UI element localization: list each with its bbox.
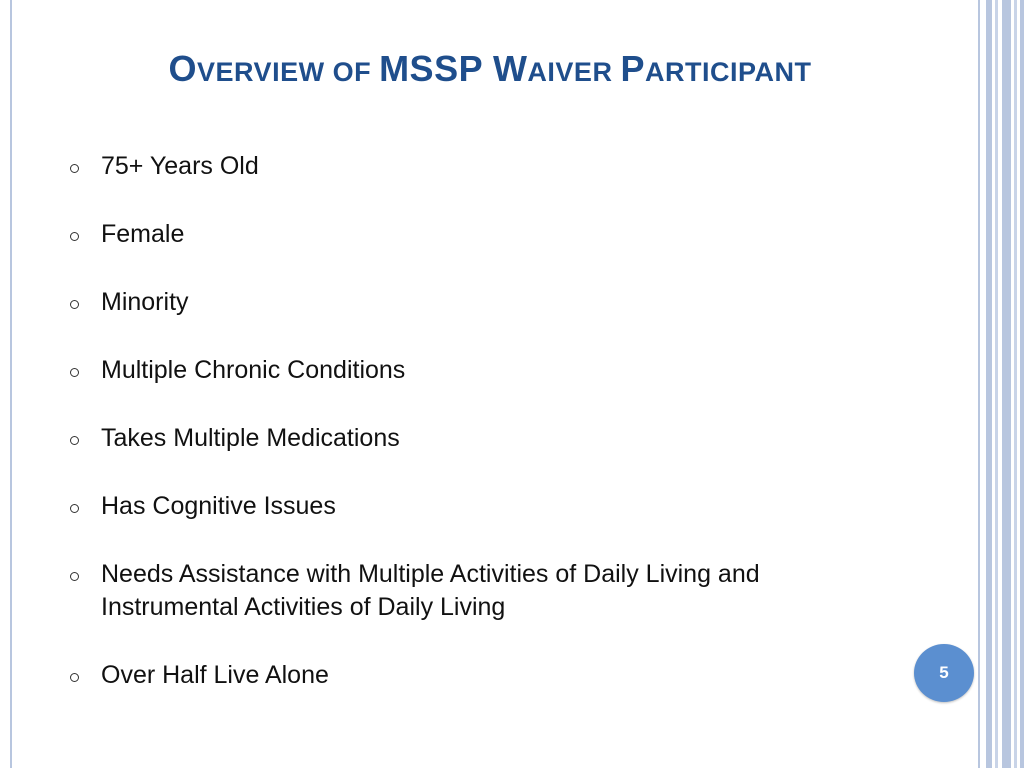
bullet-item <box>64 659 894 692</box>
bullet-text-continued: Instrumental Activities of Daily Living <box>101 593 506 621</box>
right-stripe <box>1020 0 1024 768</box>
bullet-text: Minority <box>101 288 189 316</box>
right-stripe <box>995 0 998 768</box>
bullet-item <box>64 286 894 319</box>
page-number-badge <box>914 644 974 702</box>
bullet-text: 75+ Years Old <box>101 152 259 180</box>
left-border-line <box>10 0 12 768</box>
bullet-text: Over Half Live Alone <box>101 661 329 689</box>
title-part: MSSP W <box>379 48 528 89</box>
title-part: AIVER <box>527 57 621 87</box>
bullet-item <box>64 354 894 387</box>
bullet-text: Female <box>101 220 185 248</box>
title-part: P <box>620 48 645 89</box>
page-number: 5 <box>939 663 949 682</box>
bullet-text: Multiple Chronic Conditions <box>101 356 406 384</box>
title-part: O <box>168 48 198 89</box>
bullet-circle-icon <box>70 572 79 581</box>
bullet-circle-icon <box>70 300 79 309</box>
bullet-list <box>64 150 894 727</box>
bullet-item <box>64 490 894 523</box>
bullet-circle-icon <box>70 504 79 513</box>
right-stripe <box>1014 0 1017 768</box>
bullet-circle-icon <box>70 368 79 377</box>
bullet-text: Needs Assistance with Multiple Activities of Daily Living and <box>101 560 760 588</box>
bullet-item <box>64 150 894 183</box>
title-part: VERVIEW OF <box>197 57 380 87</box>
right-stripe <box>978 0 980 768</box>
slide-title <box>40 48 940 90</box>
title-part: ARTICIPANT <box>644 57 812 87</box>
bullet-item <box>64 218 894 251</box>
bullet-text: Has Cognitive Issues <box>101 492 336 520</box>
bullet-circle-icon <box>70 436 79 445</box>
bullet-circle-icon <box>70 673 79 682</box>
bullet-circle-icon <box>70 232 79 241</box>
bullet-circle-icon <box>70 164 79 173</box>
bullet-item <box>64 558 894 624</box>
bullet-text: Takes Multiple Medications <box>101 424 400 452</box>
right-stripe <box>1002 0 1011 768</box>
right-stripe <box>986 0 992 768</box>
bullet-item <box>64 422 894 455</box>
